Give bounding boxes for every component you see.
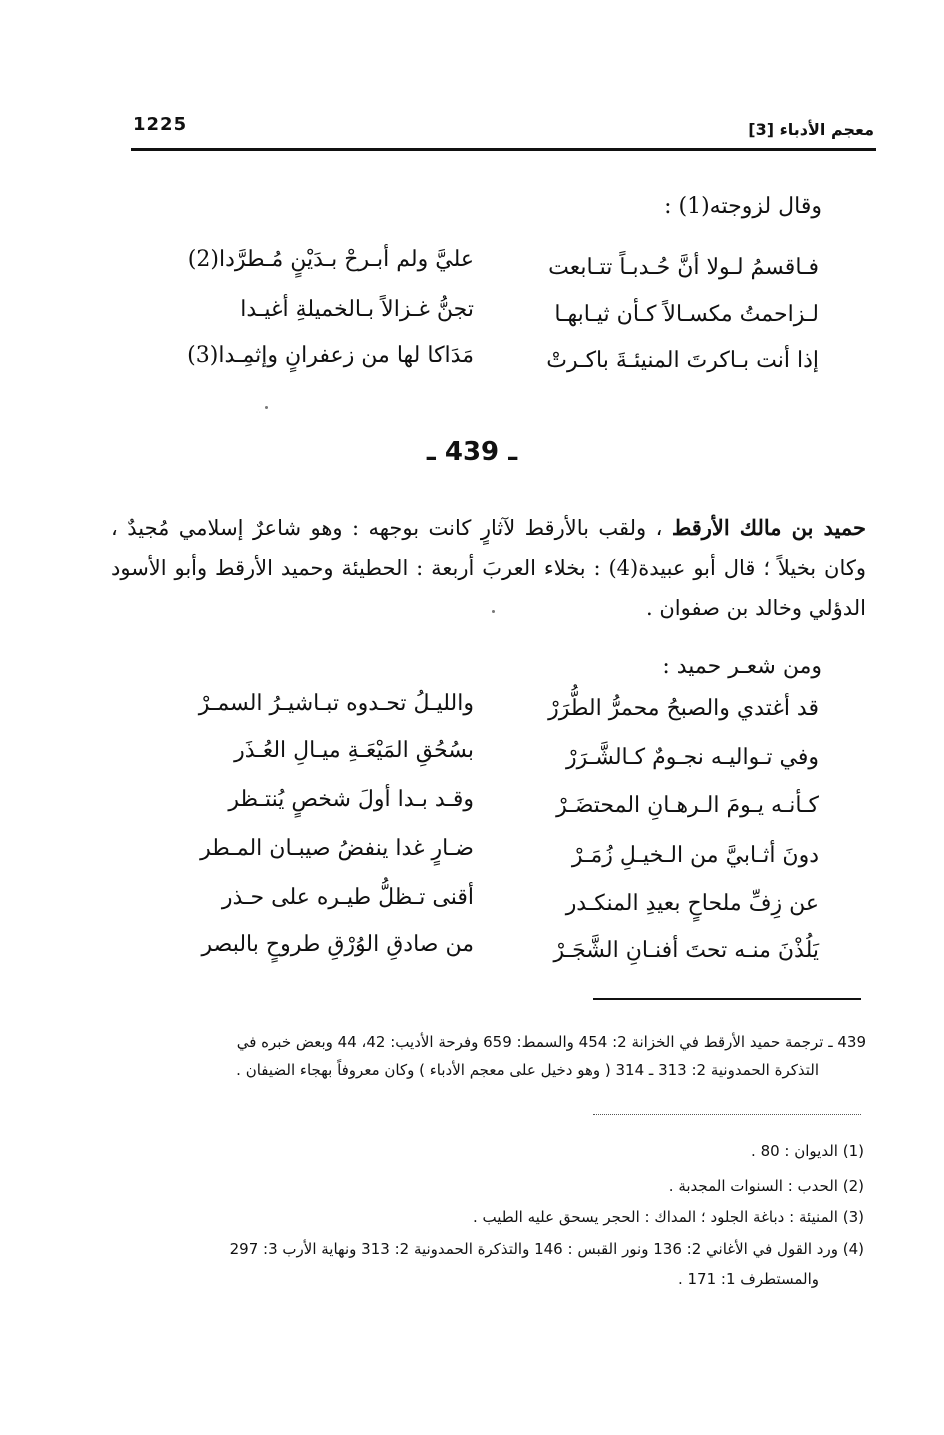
footnote-rule xyxy=(593,998,861,1000)
verse-1-first: فـاقسمُ لـولا أنَّ حُـدبـاً تتـابعت xyxy=(548,255,819,280)
scan-speck xyxy=(265,406,268,409)
poem2-verse-3-first: كـأنـه يـومَ الـرهـانِ المحتضَـرْ xyxy=(556,793,819,818)
page-number: 1225 xyxy=(133,114,188,135)
poem2-verse-2-second: بسُحُقِ المَيْعَـةِ ميـالِ العُـذَر xyxy=(234,738,474,763)
intro-line: وقال لزوجته(1) : xyxy=(664,194,822,219)
bio-text: ، ولقب بالأرقط لآثارٍ كانت بوجهه : وهو شاعرٌ إسلامي مُجيدٌ ، وكان بخيلاً ؛ قال أبو عبيدة(4) : بخلاء العربَ أربعة : الحطيئة وحميد الأرقط وأبو الأسود الدؤلي وخالد بن صفوان . xyxy=(111,516,866,620)
poem2-verse-4-first: دونَ أثـابيَّ من الـخيـلِ زُمَـرْ xyxy=(571,843,819,868)
header-rule xyxy=(131,148,876,151)
poem2-verse-5-first: عن زِفِّ ملحاحٍ بعيدِ المنكـدر xyxy=(565,891,819,916)
footnote-dotted-rule xyxy=(593,1114,861,1115)
footnote-4: (4) ورد القول في الأغاني 2: 136 ونور القبس : 146 والتذكرة الحمدونية 2: 313 ونهاية الأرب 3: 297 xyxy=(229,1240,864,1258)
footnote-2: (2) الحدب : السنوات المجدبة . xyxy=(668,1177,864,1195)
verse-2-first: لـزاحمتُ مكسـالاً كـأن ثيـابهـا xyxy=(554,302,819,327)
scan-speck xyxy=(492,610,495,613)
poem2-verse-5-second: أقنى تـظلُّ طيـره على حـذر xyxy=(221,885,474,910)
bio-footnote-line-2: التذكرة الحمدونية 2: 313 ـ 314 ( وهو دخيل على معجم الأدباء ) وكان معروفاً بهجاء الضيفان . xyxy=(236,1061,819,1079)
footnote-1: (1) الديوان : 80 . xyxy=(751,1142,864,1160)
verse-2-second: تجنُّ غـزالاً بـالخميلةِ أغيـدا xyxy=(240,297,474,322)
poem2-verse-4-second: ضـارٍ غدا ينفضُ صيبـان المـطر xyxy=(200,836,474,861)
bio-footnote-line-1: 439 ـ ترجمة حميد الأرقط في الخزانة 2: 454 والسمط: 659 وفرحة الأديب: 42، 44 وبعض خبره في xyxy=(236,1033,866,1051)
poem2-verse-2-first: وفي تـواليـه نجـومٌ كـالشَّـرَرْ xyxy=(566,745,819,770)
poem2-verse-1-second: والليـلُ تحـدوه تبـاشيـرُ السمـرْ xyxy=(198,691,474,716)
footnote-4-continued: والمستطرف 1: 171 . xyxy=(677,1270,819,1288)
subject-name: حميد بن مالك الأرقط xyxy=(671,515,866,540)
verse-3-second: مَدَاكا لها من زعفرانٍ وإثمِـدا(3) xyxy=(187,343,474,368)
poem2-verse-3-second: وقـد بـدا أولَ شخصٍ يُنتـظر xyxy=(228,787,474,812)
poem-intro: ومن شعـر حميد : xyxy=(662,654,822,679)
poem2-verse-6-second: من صادقِ الوُرْقِ طروحٍ بالبصر xyxy=(201,932,474,957)
footnote-3: (3) المنيئة : دباغة الجلود ؛ المداك : الحجر يسحق عليه الطيب . xyxy=(473,1208,864,1226)
verse-3-first: إذا أنت بـاكرتَ المنيئـةَ باكـرتْ xyxy=(546,348,819,373)
section-number: ـ 439 ـ xyxy=(426,437,518,467)
poem2-verse-1-first: قد أغتدي والصبحُ محمرُّ الطُّرَرْ xyxy=(548,696,819,721)
poem2-verse-6-first: يَلُذْنَ منـه تحتَ أفنـانِ الشَّجَـرْ xyxy=(553,938,819,963)
bio-paragraph xyxy=(111,508,866,628)
running-title: معجم الأدباء [3] xyxy=(748,120,874,139)
verse-1-second: عليَّ ولم أبـرحْ بـدَيْنٍ مُـطرَّدا(2) xyxy=(187,247,474,272)
